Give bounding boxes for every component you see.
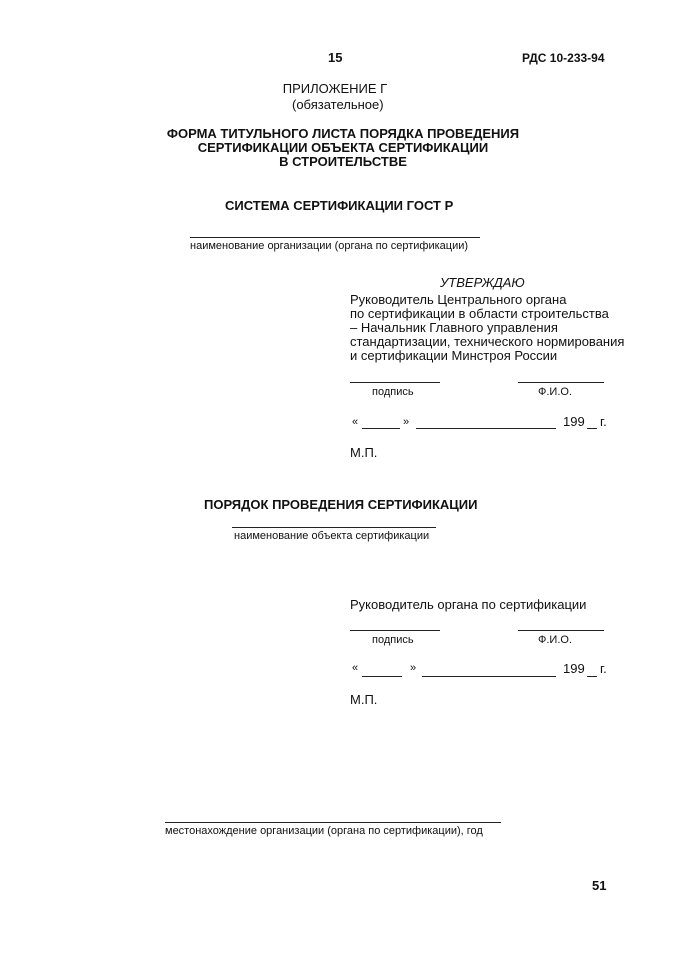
approval-signature-label: подпись xyxy=(372,386,414,398)
body-head-year: 199 xyxy=(563,661,585,676)
location-line xyxy=(165,822,501,823)
approval-heading: УТВЕРЖДАЮ xyxy=(440,275,525,290)
page-number: 15 xyxy=(328,50,343,65)
form-title-line-3: В СТРОИТЕЛЬСТВЕ xyxy=(279,154,407,169)
object-name-line xyxy=(232,527,436,528)
body-head-name-line xyxy=(518,630,604,631)
approval-stamp: М.П. xyxy=(350,445,378,460)
approval-signature-line xyxy=(350,382,440,383)
form-title-line-2: СЕРТИФИКАЦИИ ОБЪЕКТА СЕРТИФИКАЦИИ xyxy=(197,140,489,155)
body-head-date-open-quote: « xyxy=(352,662,359,674)
body-head-heading: Руководитель органа по сертификации xyxy=(350,597,587,612)
approval-month-line xyxy=(416,428,556,429)
appendix-subtitle: (обязательное) xyxy=(292,97,384,112)
certification-system-title: СИСТЕМА СЕРТИФИКАЦИИ ГОСТ Р xyxy=(225,198,454,213)
body-head-day-line xyxy=(362,676,402,677)
org-name-line xyxy=(190,237,480,238)
form-title-line-1: ФОРМА ТИТУЛЬНОГО ЛИСТА ПОРЯДКА ПРОВЕДЕНИЯ xyxy=(166,126,520,141)
appendix-title: ПРИЛОЖЕНИЕ Г xyxy=(282,81,388,96)
approval-line-5: и сертификации Минстроя России xyxy=(350,348,558,363)
approval-date-open-quote: « xyxy=(352,416,359,428)
footer-page-number: 51 xyxy=(592,878,607,893)
approval-line-3: – Начальник Главного управления xyxy=(350,320,558,335)
body-head-year-suffix: г. xyxy=(600,661,607,676)
approval-day-line xyxy=(362,428,400,429)
approval-line-4: стандартизации, технического нормирования xyxy=(350,334,625,349)
approval-name-label: Ф.И.О. xyxy=(538,386,572,398)
body-head-signature-line xyxy=(350,630,440,631)
document-code: РДС 10-233-94 xyxy=(522,51,605,65)
body-head-signature-label: подпись xyxy=(372,634,414,646)
approval-year-suffix: г. xyxy=(600,414,607,429)
approval-year-line xyxy=(587,428,597,429)
object-name-caption: наименование объекта сертификации xyxy=(234,530,430,542)
body-head-year-line xyxy=(587,676,597,677)
procedure-title: ПОРЯДОК ПРОВЕДЕНИЯ СЕРТИФИКАЦИИ xyxy=(204,497,478,512)
body-head-name-label: Ф.И.О. xyxy=(538,634,572,646)
location-caption: местонахождение организации (органа по сертификации), год xyxy=(165,825,483,837)
form-title xyxy=(0,127,700,169)
approval-line-2: по сертификации в области строительства xyxy=(350,306,609,321)
approval-line-1: Руководитель Центрального органа xyxy=(350,292,567,307)
approval-position xyxy=(350,293,624,363)
body-head-month-line xyxy=(422,676,556,677)
body-head-stamp: М.П. xyxy=(350,692,378,707)
approval-date-close-quote: » xyxy=(403,416,410,428)
org-name-caption: наименование организации (органа по сертификации) xyxy=(190,240,469,252)
approval-year: 199 xyxy=(563,414,585,429)
body-head-date-close-quote: » xyxy=(410,662,417,674)
approval-name-line xyxy=(518,382,604,383)
